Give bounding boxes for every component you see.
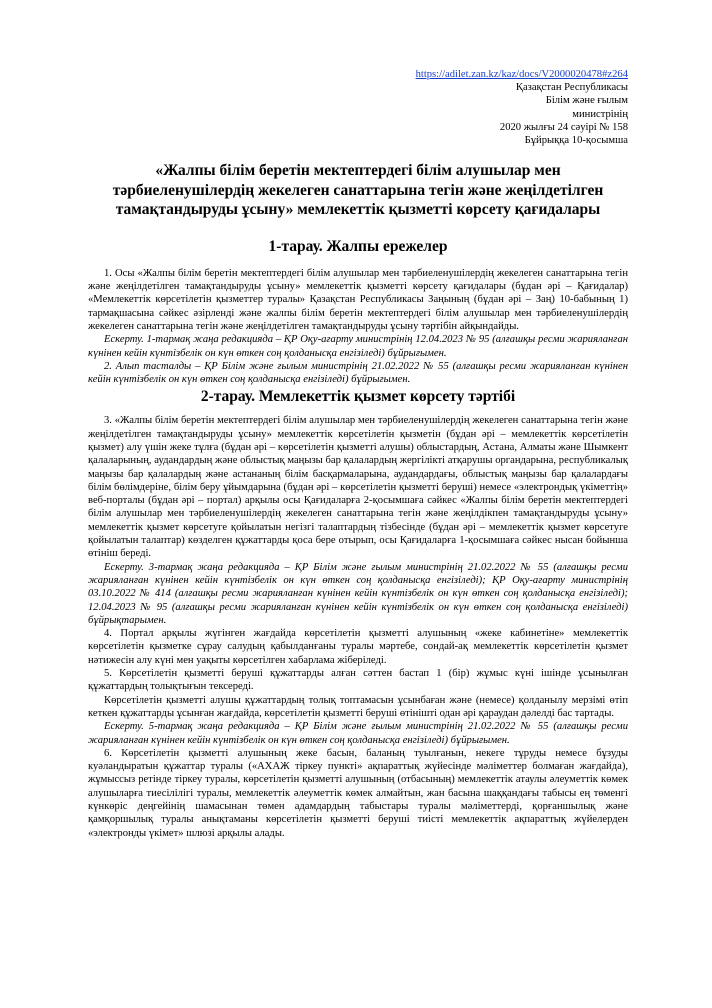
document-header — [88, 68, 628, 147]
section-body — [88, 414, 628, 840]
paragraph: Көрсетілетін қызметті алушы құжаттардың толық топтамасын ұсынбаған және (немесе) қолданылу мерзімі өтіп кеткен құжаттарды ұсынған жағдайда, көрсетілетін қызметті беруші өтінішті одан әрі қараудан дәлелді бас тартады. — [88, 694, 628, 719]
paragraph: 4. Портал арқылы жүгінген жағдайда көрсетілетін қызметті алушының «жеке кабинетіне» мемлекеттік көрсетілетін қызметке сұрау салудың қабылданғаны туралы мәртебе, сондай-ақ мемлекеттік көрсетілетін қызмет нәтижесін алу күні мен уақыты көрсетілген хабарлама жіберіледі. — [88, 628, 628, 666]
paragraph: 1. Осы «Жалпы білім беретін мектептердегі білім алушылар мен тәрбиеленушілердің жекелеген санаттарына тегін және жеңілдетілген тамақтандыруды ұсыну» мемлекеттік қызметті көрсету қағидалары (бұдан әрі – Қағидалар) «Мемлекеттік көрсетілетін қызметтер туралы» Қазақстан Республикасы Заңының (бұдан әрі – Заң) 10-бабының 1) тармақшасына сәйкес әзірленді және жалпы білім беретін мектептердегі білім алушылар мен тәрбиеленушілердің жекелеген санаттарына тегін және жеңілдетілген тамақтандыруды ұсыну тәртібін айқындайды. — [88, 267, 628, 332]
header-line: Қазақстан Республикасы — [515, 82, 628, 94]
section-body — [88, 267, 628, 387]
paragraph: 5. Көрсетілетін қызметті беруші құжаттарды алған сәттен бастап 1 (бір) жұмыс күні ішінде ұсынылған құжаттардың толықтығын тексереді. — [88, 668, 628, 693]
paragraph: 3. «Жалпы білім беретін мектептердегі білім алушылар мен тәрбиеленушілердің жекелеген санаттарына тегін және жеңілдетілген тамақтандыруды ұсыну» мемлекеттік көрсетілетін қызметін (бұдан әрі – мемлекеттік көрсетілетін қызмет) алу үшін жеке тұлға (бұдан әрі – көрсетілетін қызметті алушы) облыстардың, Астана, Алматы және Шымкент қалаларының, аудандардың және облыстық маңызы бар қалалардың жергілікті атқарушы органдарына, республикалық маңызы бар қалалардың және астананың білім басқармаларына, аудандардағы, облыстық маңызы бар қалалардағы білім бөлімдеріне, білім беру ұйымдарына (бұдан әрі – көрсетілетін қызметті беруші) немесе «электрондық үкіметтің» веб-порталы (бұдан әрі – портал) арқылы осы Қағидаларға 2-қосымшаға сәйкес «Жалпы білім беретін мектептердегі білім алушылар мен тәрбиеленушілердің жекелеген санаттарына тегін және жеңілдікпен тамақтандыруды ұсыну» мемлекеттік қызмет көрсетуге қойылатын негізгі талаптардың тізбесінде (бұдан әрі – мемлекеттік қызмет көрсетуге қойылатын талаптар) көзделген құжаттарды қоса бере отырып, осы Қағидаларға 1-қосымшаға сәйкес нысан бойынша өтініш береді. — [88, 415, 628, 560]
header-line: Бұйрыққа 10-қосымша — [524, 135, 628, 147]
note-paragraph: Ескерту. 3-тармақ жаңа редакцияда – ҚР Білім және ғылым министрінің 21.02.2022 № 55 (алғашқы ресми жарияланған күнінен кейін күнтізбелік он күн өткен соң қолданысқа енгізіледі); ҚР Оқу-ағарту министрінің 03.10.2022 № 414 (алғашқы ресми жарияланған күнінен кейін күнтізбелік он күн өткен соң қолданысқа енгізіледі); 12.04.2023 № 95 (алғашқы ресми жарияланған күнінен кейін күнтізбелік он күн өткен соң қолданысқа енгізіледі) бұйрықтарымен. — [88, 561, 628, 626]
source-link[interactable]: https://adilet.zan.kz/kaz/docs/V2000020478#z264 — [415, 69, 628, 80]
header-line: 2020 жылғы 24 сәуірі № 158 — [499, 121, 628, 133]
header-line: Білім және ғылым — [545, 95, 628, 107]
section-heading: 2-тарау. Мемлекеттік қызмет көрсету тәртібі — [200, 388, 516, 406]
document-title: «Жалпы білім беретін мектептердегі білім алушылар мен тәрбиеленушілердің жекелеген санаттарына тегін және жеңілдетілген тамақтандыруды ұсыну» мемлекеттік қызметті көрсету қағидалары — [112, 162, 604, 219]
note-paragraph: Ескерту. 1-тармақ жаңа редакцияда – ҚР Оқу-ағарту министрінің 12.04.2023 № 95 (алғашқы ресми жарияланған күнінен кейін күнтізбелік он күн өткен соң қолданысқа енгізіледі) бұйрығымен. — [88, 334, 628, 359]
note-paragraph: 2. Алып тасталды – ҚР Білім және ғылым министрінің 21.02.2022 № 55 (алғашқы ресми жарияланған күнінен кейін күнтізбелік он күн өткен соң қолданысқа енгізіледі) бұйрығымен. — [88, 360, 628, 386]
header-line: министрінің — [572, 108, 628, 120]
note-paragraph: Ескерту. 5-тармақ жаңа редакцияда – ҚР Білім және ғылым министрінің 21.02.2022 № 55 (алғашқы ресми жарияланған күнінен кейін күнтізбелік он күн өткен соң қолданысқа енгізіледі) бұйрығымен. — [88, 721, 628, 746]
section-heading: 1-тарау. Жалпы ережелер — [268, 237, 448, 255]
paragraph: 6. Көрсетілетін қызметті алушының жеке басын, баланың туылғанын, некеге тұруды немесе бұзуды куәландыратын құжаттар туралы («АХАЖ тіркеу пункті» ақпараттық жүйесінде мәліметтер болмаған жағдайда), жұмыссыз ретінде тіркеу туралы, көрсетілетін қызметті алушының (отбасының) мемлекеттік атаулы әлеуметтік көмек алушыларға тиесілілігі туралы, мемлекеттік әлеуметтік көмек алмайтын, жан басына шаққандағы табысы ең төменгі күнкөріс деңгейінің шамасынан төмен адамдардың табыстары туралы мәліметтерді, қорғаншылық және қамқоршылық туралы анықтаманы көрсетілетін қызметті беруші тиісті мемлекеттік ақпараттық жүйелерден «электронды үкімет» шлюзі арқылы алады. — [88, 747, 628, 839]
